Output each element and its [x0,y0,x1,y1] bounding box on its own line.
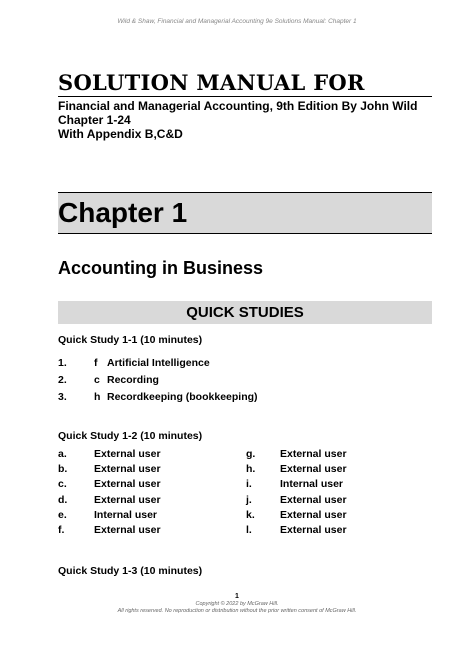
appendix-note: With Appendix B,C&D [58,127,183,141]
quick-study-1-1-heading: Quick Study 1-1 (10 minutes) [58,334,203,346]
answer-letter: h [94,391,101,403]
answer-letter: f [94,357,98,369]
chapter-range: Chapter 1-24 [58,113,131,127]
item-letter: g. [246,448,256,460]
user-type: Internal user [94,508,158,521]
chapter-name: Accounting in Business [58,258,264,278]
item-number: 3. [58,391,67,403]
answer-text: Recordkeeping (bookkeeping) [107,391,258,403]
user-type: External user [280,493,347,506]
item-letter: e. [58,508,67,521]
book-title: Financial and Managerial Accounting, 9th Edition By John Wild [58,99,418,113]
running-header: Wild & Shaw, Financial and Managerial Accounting 9e Solutions Manual: Chapter 1 [117,18,357,25]
user-type: External user [94,524,161,536]
answer-letter: c [94,374,100,386]
item-letter: j. [246,493,252,506]
item-letter: a. [58,448,67,460]
item-number: 2. [58,374,67,386]
item-letter: l. [246,524,252,536]
rights-line: All rights reserved. No reproduction or distribution without the prior written consent of McGraw Hill. [117,608,357,614]
item-number: 1. [58,357,67,369]
item-letter: f. [58,524,65,536]
item-letter: h. [246,463,256,476]
user-type: External user [94,478,161,491]
title-rule [58,96,432,97]
chapter-heading-box [58,192,432,234]
user-type: External user [280,524,347,536]
section-banner: QUICK STUDIES [58,301,432,324]
user-type: External user [280,463,347,476]
user-type: Internal user [280,478,344,491]
user-type: External user [94,493,161,506]
user-type: External user [280,508,347,521]
chapter-title: Chapter 1 [58,197,188,228]
page-number: 1 [235,593,239,600]
answer-text: Recording [107,374,159,386]
item-letter: k. [246,508,255,521]
item-letter: i. [246,478,252,491]
manual-title: SOLUTION MANUAL FOR [58,70,365,95]
answer-text: Artificial Intelligence [107,357,210,369]
user-type: External user [94,448,161,460]
quick-study-1-3-heading: Quick Study 1-3 (10 minutes) [58,565,203,577]
item-letter: d. [58,493,68,506]
item-letter: c. [58,478,67,491]
item-letter: b. [58,463,68,476]
copyright-line: Copyright © 2022 by McGraw Hill. [195,601,279,607]
quick-study-1-2-heading: Quick Study 1-2 (10 minutes) [58,430,203,442]
user-type: External user [280,448,347,460]
user-type: External user [94,463,161,476]
